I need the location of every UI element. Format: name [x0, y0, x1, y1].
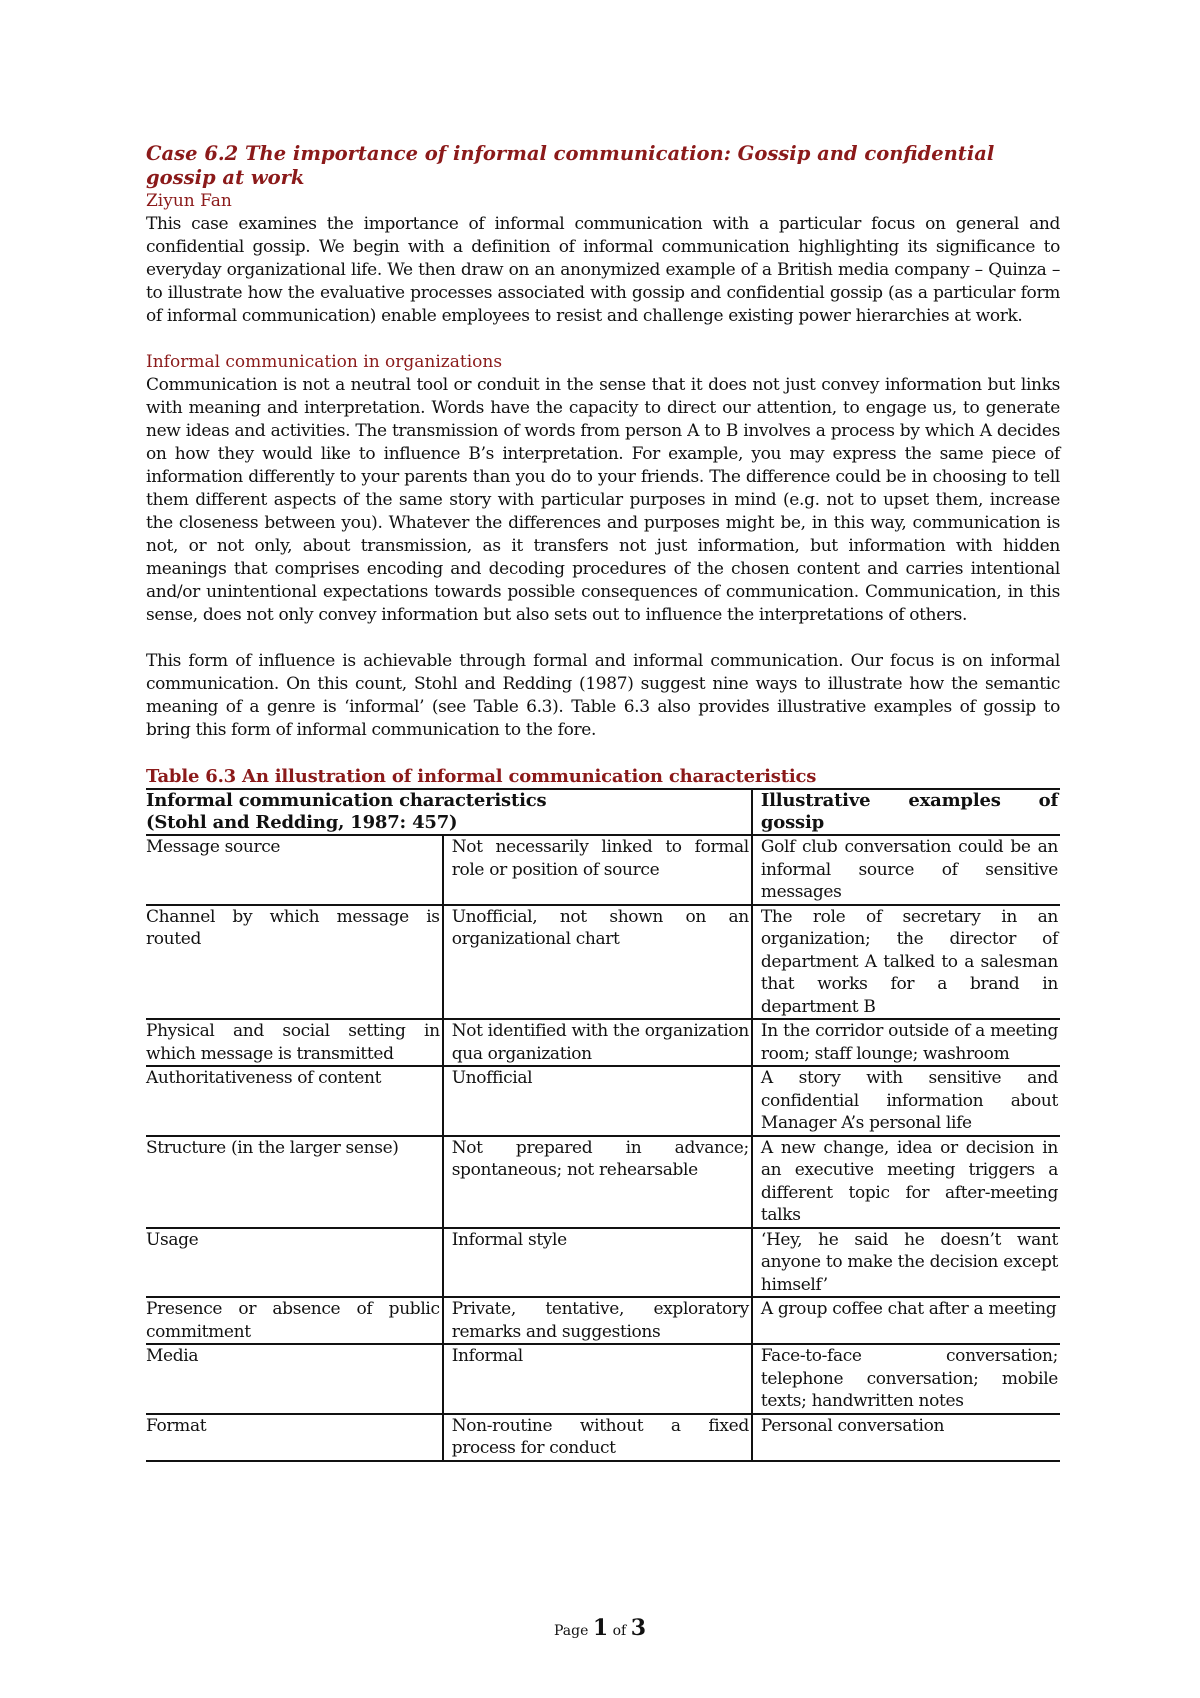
characteristic-cell: Physical and social setting in which message is transmitted — [146, 1019, 443, 1066]
characteristic-cell: Usage — [146, 1228, 443, 1298]
informal-cell: Private, tentative, exploratory remarks and suggestions — [443, 1297, 752, 1344]
page-label: Page — [554, 1623, 589, 1639]
body-paragraph-1: Communication is not a neutral tool or conduit in the sense that it does not just convey information but links with meaning and interpretation. Words have the capacity to direct our attention, to engage us, to generate new ideas and activities. The transmission of words from person A to B involves a process by which A decides on how they would like to influence B’s interpretation. For example, you may express the same piece of information differently to your parents than you do to your friends. The difference could be in choosing to tell them different aspects of the same story with particular purposes in mind (e.g. not to upset them, increase the closeness between you). Whatever the differences and purposes might be, in this way, communication is not, or not only, about transmission, as it transfers not just information, but information with hidden meanings that comprises encoding and decoding procedures of the chosen content and carries intentional and/or unintentional expectations towards possible consequences of communication. Communication, in this sense, does not only convey information but also sets out to influence the interpretations of others. — [146, 375, 1060, 625]
example-cell: Face-to-face conversation; telephone conversation; mobile texts; handwritten notes — [752, 1344, 1060, 1414]
table-title: Table 6.3 An illustration of informal communication characteristics — [146, 766, 817, 787]
table-row — [146, 835, 1060, 905]
table-row — [146, 1344, 1060, 1414]
section-heading: Informal communication in organizations — [146, 352, 503, 372]
characteristic-cell: Message source — [146, 835, 443, 905]
table-row — [146, 1297, 1060, 1344]
example-cell: The role of secretary in an organization; the director of department A talked to a salesman that works for a brand in department B — [752, 905, 1060, 1020]
characteristic-cell: Presence or absence of public commitment — [146, 1297, 443, 1344]
table-row — [146, 905, 1060, 1020]
informal-cell: Informal — [443, 1344, 752, 1414]
page-footer — [0, 1615, 1200, 1641]
characteristics-table — [146, 788, 1060, 1462]
header-left-line2: (Stohl and Redding, 1987: 457) — [146, 812, 458, 833]
informal-cell: Not prepared in advance; spontaneous; not rehearsable — [443, 1136, 752, 1228]
example-cell: In the corridor outside of a meeting room; staff lounge; washroom — [752, 1019, 1060, 1066]
document-page — [146, 142, 1060, 1462]
author-name: Ziyun Fan — [146, 191, 232, 211]
characteristic-cell: Authoritativeness of content — [146, 1066, 443, 1136]
example-cell: A new change, idea or decision in an executive meeting triggers a different topic for after-meeting talks — [752, 1136, 1060, 1228]
page-total: 3 — [630, 1615, 646, 1641]
body-paragraph-2: This form of influence is achievable through formal and informal communication. Our focus is on informal communication. On this count, Stohl and Redding (1987) suggest nine ways to illustrate how the semantic meaning of a genre is ‘informal’ (see Table 6.3). Table 6.3 also provides illustrative examples of gossip to bring this form of informal communication to the fore. — [146, 651, 1060, 740]
informal-cell: Non-routine without a fixed process for conduct — [443, 1414, 752, 1461]
example-cell: Golf club conversation could be an informal source of sensitive messages — [752, 835, 1060, 905]
characteristic-cell: Channel by which message is routed — [146, 905, 443, 1020]
header-left-line1: Informal communication characteristics — [146, 790, 547, 811]
informal-cell: Unofficial, not shown on an organizational chart — [443, 905, 752, 1020]
table-row — [146, 1136, 1060, 1228]
of-label: of — [612, 1623, 627, 1639]
example-cell: ‘Hey, he said he doesn’t want anyone to make the decision except himself’ — [752, 1228, 1060, 1298]
table-row — [146, 1066, 1060, 1136]
informal-cell: Unofficial — [443, 1066, 752, 1136]
example-cell: A story with sensitive and confidential information about Manager A’s personal life — [752, 1066, 1060, 1136]
header-characteristics-cell — [146, 789, 752, 835]
intro-paragraph: This case examines the importance of informal communication with a particular focus on general and confidential gossip. We begin with a definition of informal communication highlighting its significance to everyday organizational life. We then draw on an anonymized example of a British media company – Quinza – to illustrate how the evaluative processes associated with gossip and confidential gossip (as a particular form of informal communication) enable employees to resist and challenge existing power hierarchies at work. — [146, 214, 1060, 326]
informal-cell: Informal style — [443, 1228, 752, 1298]
informal-cell: Not identified with the organization qua organization — [443, 1019, 752, 1066]
example-cell: A group coffee chat after a meeting — [752, 1297, 1060, 1344]
table-row — [146, 1228, 1060, 1298]
characteristic-cell: Media — [146, 1344, 443, 1414]
table-row — [146, 1414, 1060, 1461]
case-title: Case 6.2 The importance of informal communication: Gossip and confidential gossip at work — [146, 142, 995, 189]
page-current: 1 — [592, 1615, 609, 1641]
characteristic-cell: Structure (in the larger sense) — [146, 1136, 443, 1228]
table-header-row — [146, 789, 1060, 835]
informal-cell: Not necessarily linked to formal role or position of source — [443, 835, 752, 905]
characteristic-cell: Format — [146, 1414, 443, 1461]
table-row — [146, 1019, 1060, 1066]
paragraph-gap — [146, 627, 1060, 650]
header-examples-cell: Illustrative examples of gossip — [752, 789, 1060, 835]
example-cell: Personal conversation — [752, 1414, 1060, 1461]
